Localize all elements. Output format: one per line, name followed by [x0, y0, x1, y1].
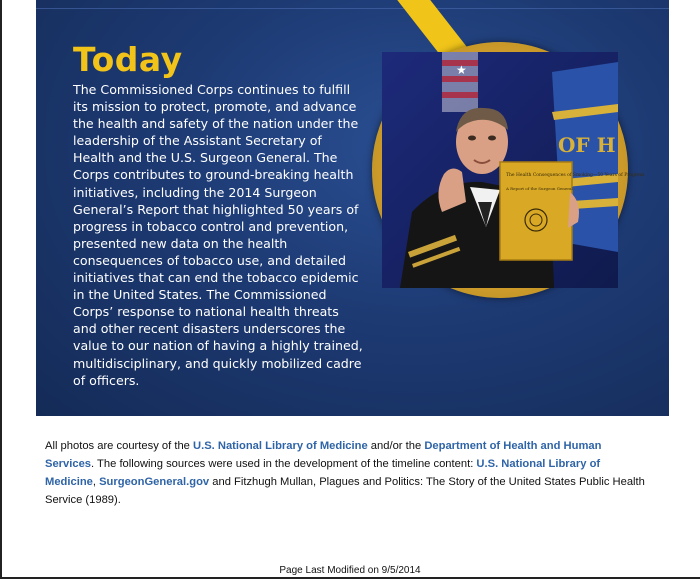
svg-text:★: ★	[456, 63, 467, 77]
credits-text-5: and Fitzhugh Mullan, Plagues and Politics: The Story of the United States Public Health Service (1989).	[45, 476, 645, 506]
flag-lettering: OF H	[558, 133, 616, 157]
link-nlm[interactable]: U.S. National Library of Medicine	[193, 440, 368, 452]
today-heading: Today	[73, 40, 183, 79]
photo-illustration	[382, 52, 645, 288]
panel-top-line	[36, 8, 669, 9]
photo-credits	[45, 437, 645, 509]
link-surgeongeneral[interactable]: SurgeonGeneral.gov	[99, 476, 210, 488]
book-title: The Health Consequences of Smoking—50 Years of Progress	[506, 173, 645, 178]
today-panel	[36, 0, 669, 416]
gold-photo-frame	[372, 42, 645, 298]
book-subtitle: A Report of the Surgeon General	[506, 186, 573, 191]
link-hhs[interactable]: Department of Health and Human Services	[45, 440, 602, 470]
last-modified: Page Last Modified on 9/5/2014	[279, 565, 421, 576]
credits-text-2: and/or the	[367, 440, 425, 452]
link-nlm-2[interactable]: U.S. National Library of Medicine	[45, 458, 601, 488]
page-left-edge	[0, 0, 2, 579]
credits-text-1: All photos are courtesy of the	[45, 440, 194, 452]
surgeon-general-photo	[382, 52, 645, 288]
today-paragraph: The Commissioned Corps continues to fulfill its mission to protect, promote, and advance the health and safety of the nation under the leadership of the Assistant Secretary of Health and the U.S. Surgeon General. The Corps contributes to ground-breaking health initiatives, including the 2014 Surgeon General’s Report that highlighted 50 years of progress in tobacco control and prevention, presented new data on the health consequences of tobacco use, and detailed initiatives that can end the tobacco epidemic in the United States. The Commissioned Corps’ response to national health threats and other recent disasters underscores the value to our nation of having a highly trained, multidisciplinary, and quickly mobilized cadre of officers.	[73, 82, 363, 388]
credits-text-3: . The following sources were used in the development of the timeline content:	[91, 458, 477, 470]
credits-text-4: ,	[92, 476, 100, 488]
